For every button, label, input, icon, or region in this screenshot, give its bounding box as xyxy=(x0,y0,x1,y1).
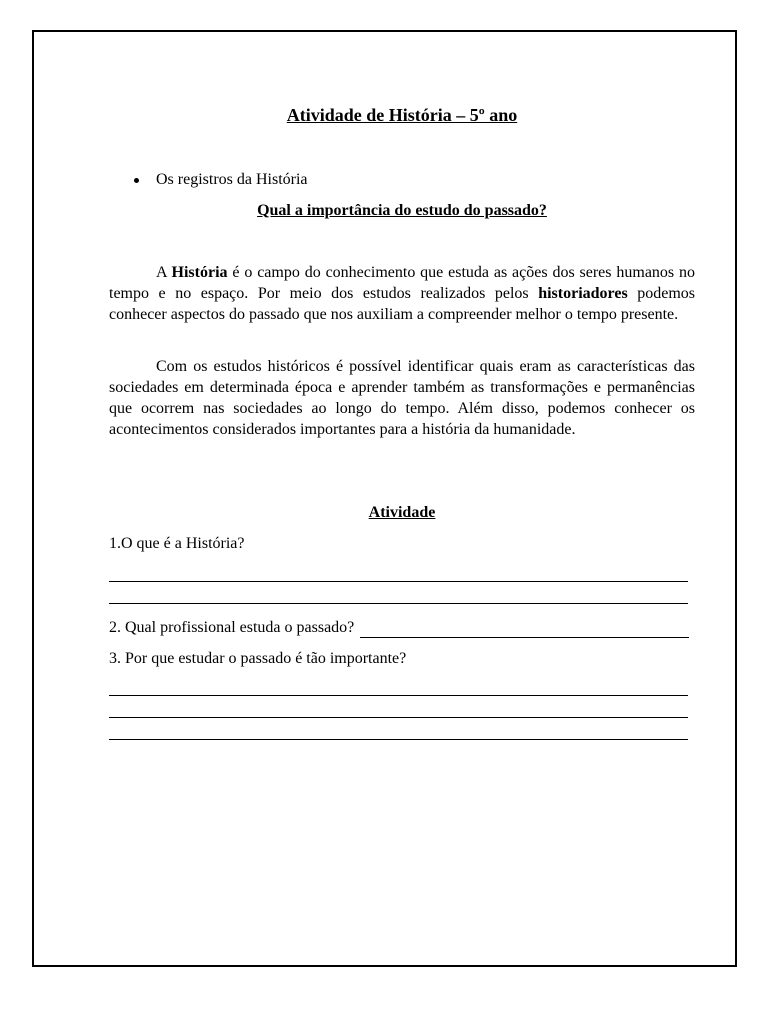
activity-heading: Atividade xyxy=(368,504,436,521)
question-2-text: 2. Qual profissional estuda o passado? xyxy=(109,619,355,636)
topic-bullet-item xyxy=(134,170,308,190)
paragraph-1-text-a: A xyxy=(156,264,172,281)
question-3: 3. Por que estudar o passado é tão importante? xyxy=(109,650,407,667)
answer-line-3c[interactable] xyxy=(109,739,688,740)
paragraph-1 xyxy=(109,262,695,325)
document-title: Atividade de História – 5º ano xyxy=(286,105,518,125)
question-1: 1.O que é a História? xyxy=(109,535,245,552)
bullet-icon xyxy=(134,178,139,183)
paragraph-2: Com os estudos históricos é possível identificar quais eram as características das sociedades em determinada época e aprender também as transformações e permanências que ocorrem nas sociedades ao longo do tempo. Além disso, podemos conhecer os acontecimentos considerados importantes para a história da humanidade. xyxy=(109,358,695,438)
paragraph-1-text-b: é o campo do conhecimento que estuda as ações dos seres humanos no tempo e no espaço. Por meio dos estudos realizados pelos xyxy=(109,264,696,302)
answer-line-3b[interactable] xyxy=(109,717,688,718)
paragraph-1-bold-historiadores: historiadores xyxy=(538,285,628,302)
topic-text: Os registros da História xyxy=(156,171,308,188)
paragraph-1-bold-historia: História xyxy=(171,264,228,281)
answer-line-1a[interactable] xyxy=(109,581,688,582)
question-heading: Qual a importância do estudo do passado? xyxy=(257,202,547,219)
answer-line-1b[interactable] xyxy=(109,603,688,604)
answer-line-3a[interactable] xyxy=(109,695,688,696)
question-2 xyxy=(109,618,689,638)
paragraph-1-text-c: podemos conhecer aspectos do passado que nos auxiliam a compreender melhor o tempo presente. xyxy=(109,285,695,323)
answer-line-2[interactable] xyxy=(360,623,689,638)
